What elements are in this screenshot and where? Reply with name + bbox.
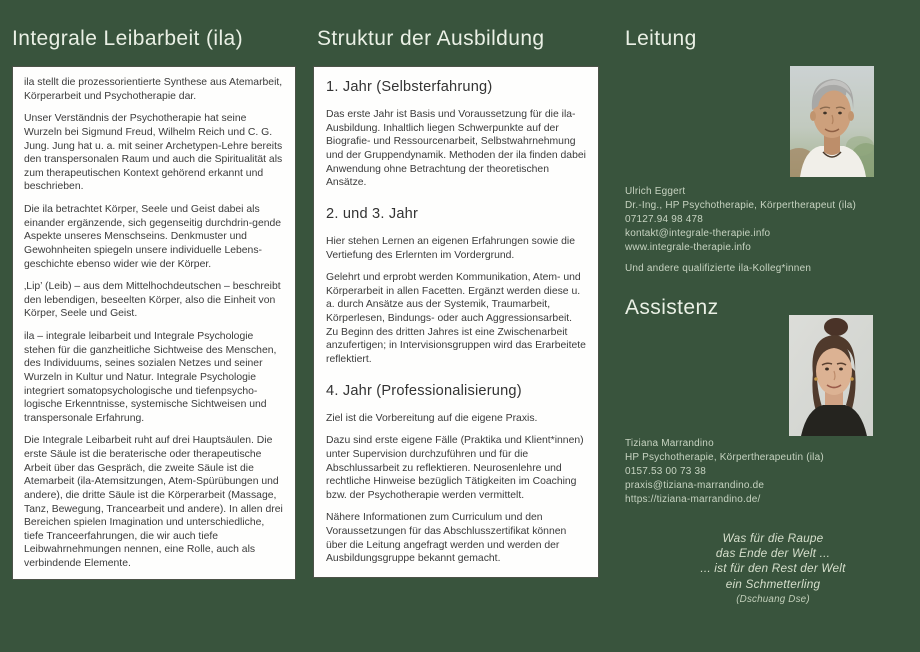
section-paragraph: Dazu sind erste eigene Fälle (Praktika und Klient*innen) unter Supervision durchzuführen und für die Abschlussarbeit zu reflektieren. Neurosenlehre und rechtliche Hinweise bezüglich Tätigkeiten im Coaching bzw. der Psychotherapie werden vermittelt. [326, 435, 584, 501]
portrait-ulrich-eggert-illustration [790, 66, 874, 177]
left-paragraph: Die Integrale Leibarbeit ruht auf drei Hauptsäulen. Die erste Säule ist die beraterische oder therapeutische Arbeit über das Gespräch, die zweite Säule ist die Atemarbeit (ila-Atemsitzungen, Atem-Spürübungen und andere), die dritte Säule ist die Körperarbeit (Massage, Tanz, Bewegung, Trancearbeit und andere). In allen drei Bereichen spielen Imagination und unterschiedliche, tiefe Tranceerfahrungen, die wir auch tiefe Leibwahrnehmungen nennen, eine Rolle, auch als verbindende Elemente. [24, 435, 283, 569]
section-paragraph: Nähere Informationen zum Curriculum und den Voraussetzungen für das Abschlusszertifikat können über die Leitung angefragt werden und werden der Ausbildungsgruppe bekannt gemacht. [326, 512, 567, 565]
section-paragraph: Ziel ist die Vorbereitung auf die eigene Praxis. [326, 412, 538, 424]
assistenz-email: praxis@tiziana-marrandino.de [625, 479, 765, 491]
section-paragraph: Das erste Jahr ist Basis und Voraussetzung für die ila-Ausbildung. Inhaltlich liegen Schwerpunkte auf der Biografie- und Ressourcenarbeit, Selbstwahrnehmung und der Gruppendynamik. Methoden der ila finden dabei Anwendung ohne Betrachtung der theoretischen Ansätze. [326, 109, 586, 189]
left-paragraph: ‚Lip’ (Leib) – aus dem Mittelhochdeutschen – beschreibt den lebendigen, beseelten Körper, also die Einheit von Körper, Seele und Geist. [24, 281, 281, 320]
assistenz-qualification: HP Psychotherapie, Körpertherapeutin (ila) [625, 451, 824, 463]
left-paragraph: ila stellt die prozessorientierte Synthese aus Atemarbeit, Körperarbeit und Psychotherapie dar. [24, 77, 283, 102]
quote-line: das Ende der Welt ... [715, 546, 831, 561]
assistenz-contact-block [625, 437, 917, 507]
leitung-qualification: Dr.-Ing., HP Psychotherapie, Körpertherapeut (ila) [625, 199, 857, 211]
leitung-portrait-photo [790, 66, 874, 177]
assistenz-website: https://tiziana-marrandino.de/ [625, 493, 761, 505]
portrait-tiziana-marrandino-illustration [789, 315, 873, 436]
assistenz-phone: 0157.53 00 73 38 [625, 465, 707, 477]
section-paragraph: Hier stehen Lernen an eigenen Erfahrungen sowie die Vertiefung des Erlernten im Vordergrund. [326, 235, 575, 261]
section-heading-year4: 4. Jahr (Professionalisierung) [326, 382, 522, 399]
left-paragraph: Unser Verständnis der Psychotherapie hat seine Wurzeln bei Sigmund Freud, Wilhelm Reich und C. G. Jung. Jung hat u. a. mit seiner Archetypen-Lehre bereits den transpersonalen Raum und auch die Spiritualität als zum therapeutischen Kontext gehörend erkannt und beschrieben. [24, 113, 283, 193]
assistenz-title: Assistenz [625, 296, 719, 319]
section-heading-year1: 1. Jahr (Selbsterfahrung) [326, 79, 493, 95]
quote-line: Was für die Raupe [722, 531, 824, 545]
left-paragraph: ila – integrale leibarbeit und Integrale Psychologie stehen für die ganzheitliche Sichtweise des Menschen, des Individuums, seines sozialen Netzes und seiner Wurzeln in Kultur und Natur. Integrale Psychologie integriert somatopsychologische und tiefenpsycho-logische Erkenntnisse, systemische Sichtweisen und transpersonale Erfahrung. [24, 331, 277, 424]
leitung-name: Ulrich Eggert [625, 186, 686, 197]
assistenz-name: Tiziana Marrandino [625, 438, 714, 449]
quote-attribution: (Dschuang Dse) [736, 593, 810, 605]
caterpillar-quote [625, 531, 920, 607]
leitung-title: Leitung [625, 27, 697, 50]
middle-column-title: Struktur der Ausbildung [317, 27, 545, 50]
leitung-contact-block [625, 185, 917, 255]
leitung-phone: 07127.94 98 478 [625, 213, 704, 225]
left-column-title: Integrale Leibarbeit (ila) [12, 27, 244, 50]
assistenz-portrait-photo [789, 315, 873, 436]
middle-text-panel [313, 66, 599, 578]
section-paragraph: Gelehrt und erprobt werden Kommunikation, Atem- und Körperarbeit in allen Facetten. Ergänzt werden diese u. a. durch Ansätze aus der Systemik, Traumarbeit, Körperlesen, Bindungs- oder auch Aggressionsarbeit. Zu Beginn des dritten Jahres ist eine Zwischenarbeit anzufertigen; in Intervisionsgruppen wird das Erarbeitete reflektiert. [326, 272, 586, 365]
leitung-email: kontakt@integrale-therapie.info [625, 227, 771, 239]
section-heading-year2-3: 2. und 3. Jahr [326, 205, 419, 222]
left-paragraph: Die ila betrachtet Körper, Seele und Geist dabei als einander ergänzende, sich gegenseitig durchdrin-gende Aspekte unseres Menschseins. Denkmuster und Gewohnheiten spiegeln unsere individuelle Lebens-geschichte ebenso wider wie der Körper. [24, 204, 282, 270]
left-text-panel [12, 66, 296, 580]
quote-line: ein Schmetterling [725, 576, 821, 591]
colleagues-note: Und andere qualifizierte ila-Kolleg*innen [625, 263, 812, 274]
leitung-website: www.integrale-therapie.info [625, 241, 752, 253]
quote-line: ... ist für den Rest der Welt [700, 561, 846, 576]
